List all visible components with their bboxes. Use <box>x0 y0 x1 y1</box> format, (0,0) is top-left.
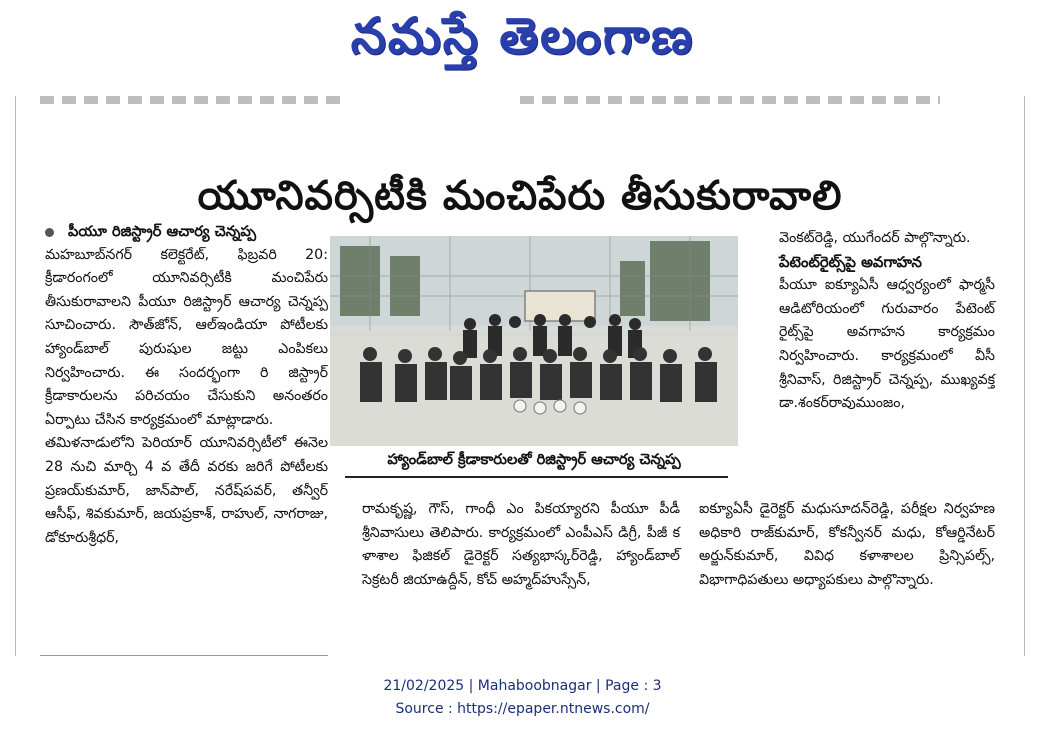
page-margin-left-2 <box>15 126 16 656</box>
top-strip-left <box>40 96 340 104</box>
masthead <box>0 0 1045 96</box>
headline: యూనివర్సిటీకి మంచిపేరు తీసుకురావాలి <box>197 172 843 219</box>
column-3 <box>779 227 995 416</box>
column-2-paragraph: రామకృష్ణ, గౌస్, గాంధీ ఎం పికయ్యారని పీయూ పీడీ శ్రీనివాసులు తెలిపారు. కార్యక్రమంలో ఎంపీఎస్ డిగ్రీ, పీజీ క ళాశాల ఫిజికల్ డైరెక్టర్ సత్యభాస్కర్‌రెడ్డి, హ్యాండ్‌బాల్ సెక్రటరీ జియాఉద్దీన్, కోచ్ అహ్మద్‌హుస్సేన్, <box>362 501 680 588</box>
column-1 <box>45 220 328 550</box>
column-1-paragraph-2: తమిళనాడులోని పెరియార్ యూనివర్సిటీలో ఈనెల 28 నుచి మార్చి 4 వ తేదీ వరకు జరిగే పోటీలకు ప్రణయ్‌కుమార్, జాన్‌పాల్, నరేష్‌పవర్, తన్వీర్ ఆసీఫ్, శివకుమార్, జయప్రకాశ్, రాహుల్, నాగరాజు, డోకూరుశ్రీధర్, <box>45 435 328 546</box>
column-2 <box>362 498 680 592</box>
byline-text: పీయూ రిజిస్ట్రార్ ఆచార్య చెన్నప్ప <box>68 223 256 240</box>
players-photo-illustration <box>330 236 738 446</box>
page-margin-left <box>15 96 16 126</box>
footer-source-link[interactable]: Source : https://epaper.ntnews.com/ <box>395 701 650 717</box>
newspaper-logo: నమస్తే తెలంగాణ <box>350 6 695 65</box>
byline <box>45 220 328 244</box>
column-4 <box>699 498 995 592</box>
caption-rule <box>345 476 728 478</box>
news-photo <box>330 236 738 446</box>
top-strip-right <box>520 96 940 104</box>
footer-date-edition: 21/02/2025 | Mahaboobnagar | Page : 3 <box>383 678 662 694</box>
column-3-top-text: వెంకట్‌రెడ్డి, యుగేందర్ పాల్గొన్నారు. <box>779 230 971 246</box>
column-3-paragraph: పీయూ ఐక్యూఏసీ ఆధ్వర్యంలో ఫార్మసీ ఆడిటోరియంలో గురువారం పేటెంట్ రైట్స్‌పై అవగాహన కార్యక్రమం నిర్వహించారు. కార్యక్రమంలో వీసీ శ్రీనివాస్, రిజిస్ట్రార్ చెన్నప్ప, ముఖ్యవక్త డా.శంకర్‌రావుముంజం, <box>779 277 995 412</box>
photo-caption: హ్యాండ్‌బాల్ క్రీడాకారులతో రిజిస్ట్రార్ ఆచార్య చెన్నప్ప <box>387 451 681 468</box>
bullet-dot-icon <box>45 228 54 237</box>
footer <box>0 675 1045 721</box>
page-margin-right <box>1024 96 1025 656</box>
bottom-rule <box>40 655 328 656</box>
column-4-paragraph: ఐక్యూఏసీ డైరెక్టర్ మధుసూదన్‌రెడ్డి, పరీక్షల నిర్వహణ అధికారి రాజ్‌కుమార్, కోకన్వీనర్ మధు, కోఆర్డినేటర్ అర్జున్‌కుమార్, వివిధ కళాశాలల ప్రిన్సిపల్స్, విభాగాధిపతులు అధ్యాపకులు పాల్గొన్నారు. <box>699 501 995 588</box>
column-1-paragraph-1: మహబూబ్‌నగర్ కలెక్టరేట్, ఫిబ్రవరి 20: క్రీడారంగంలో యూనివర్సిటీకి మంచిపేరు తీసుకురావాలని పీయూ రిజిస్ట్రార్ ఆచార్య చెన్నప్ప సూచించారు. సౌత్‌జోన్, ఆల్‌ఇండియా పోటీలకు హ్యాండ్‌బాల్ పురుషుల జట్టు ఎంపికలు నిర్వహించారు. ఈ సందర్భంగా రి జిస్ట్రార్ క్రీడాకారులను పరిచయం చేసుకుని అనంతరం ఏర్పాటు చేసిన కార్యక్రమంలో మాట్లాడారు. <box>45 246 328 428</box>
column-3-subheading: పేటెంట్‌రైట్స్‌పై అవగాహన <box>779 253 922 271</box>
